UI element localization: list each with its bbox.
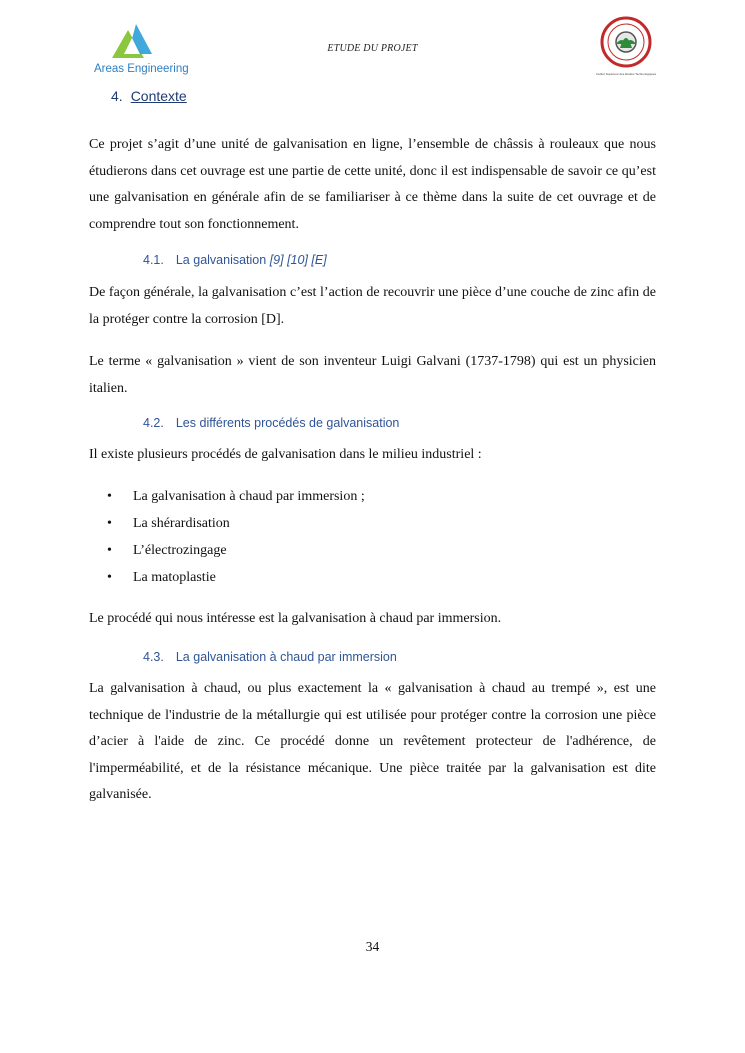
- list-item: • La galvanisation à chaud par immersion ;: [107, 488, 365, 504]
- document-body: [89, 88, 656, 809]
- header-title: ETUDE DU PROJET: [327, 43, 418, 54]
- list-item: • La matoplastie: [107, 569, 216, 585]
- page-number: 34: [365, 939, 380, 954]
- section-intro-paragraph: Ce projet s’agit d’une unité de galvanisation en ligne, l’ensemble de châssis à rouleaux que nous étudierons dans cet ouvrage est une partie de cette unité, donc il est indispensable de savoir ce qu’est une galvanisation en générale afin de se familiariser à ce thème dans la suite de cet ouvrage et de comprendre tout son fonctionnement.: [89, 137, 656, 232]
- subsection-heading-4-3: 4.3. La galvanisation à chaud par immersion: [143, 650, 397, 664]
- list-item: • La shérardisation: [107, 515, 230, 531]
- section-number: 4.: [111, 88, 123, 104]
- subsection-heading-4-2: 4.2. Les différents procédés de galvanisation: [143, 416, 400, 430]
- galvanisation-origin-paragraph: Le terme « galvanisation » vient de son inventeur Luigi Galvani (1737-1798) qui est un physicien italien.: [89, 354, 656, 396]
- svg-text:Institut Supérieur des Etudes: Institut Supérieur des Etudes Technologiques: [595, 72, 657, 76]
- section-title: Contexte: [130, 88, 187, 104]
- institute-seal: [594, 14, 658, 78]
- section-heading: [111, 88, 656, 114]
- galvanisation-definition-paragraph: De façon générale, la galvanisation c’est l’action de recouvrir une pièce d’une couche de zinc afin de la protéger contre la corrosion [D].: [89, 285, 656, 327]
- subsection-heading-4-1: 4.1. La galvanisation [9] [10] [E]: [143, 253, 327, 267]
- references: [9] [10] [E]: [269, 253, 327, 267]
- procedes-outro-paragraph: Le procédé qui nous intéresse est la galvanisation à chaud par immersion.: [89, 610, 502, 626]
- svg-text:Areas Engineering: Areas Engineering: [94, 63, 189, 75]
- procedes-list: [89, 483, 656, 591]
- galvanisation-chaud-paragraph: La galvanisation à chaud, ou plus exactement la « galvanisation à chaud au trempé », est une technique de l'industrie de la métallurgie qui est utilisée pour protéger contre la corrosion une pièce d’acier à l'aide de zinc. Ce procédé donne un revêtement protecteur de l'adhérence, de l'imperméabilité, et de la résistance mécanique. Une pièce traitée par la galvanisation est dite galvanisée.: [89, 681, 656, 802]
- procedes-intro-paragraph: Il existe plusieurs procédés de galvanisation dans le milieu industriel :: [89, 447, 482, 462]
- list-item: • L’électrozingage: [107, 542, 227, 558]
